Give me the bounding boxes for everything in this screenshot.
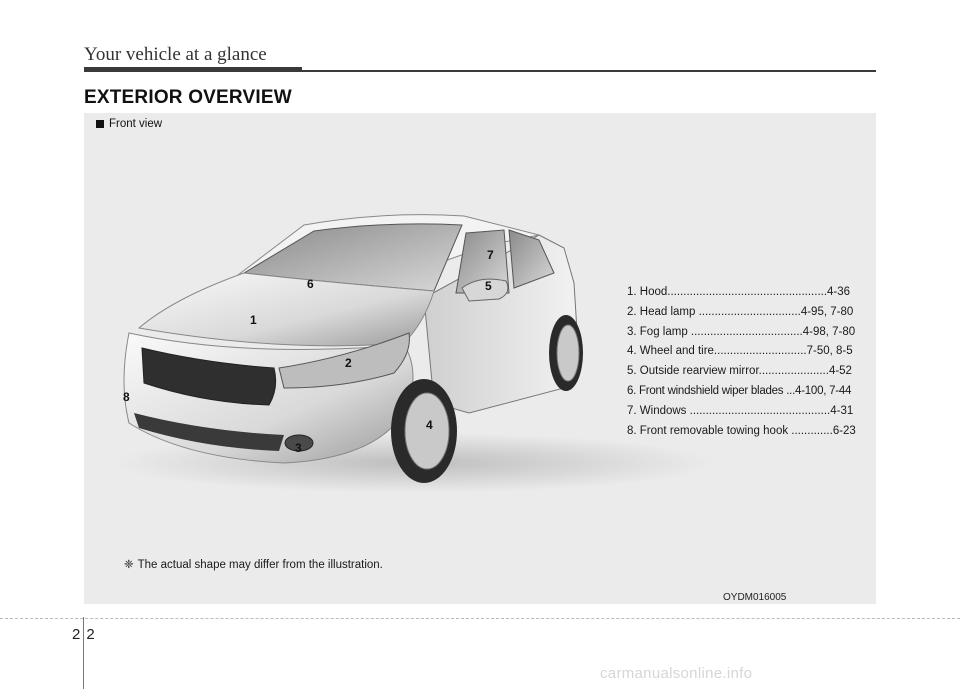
car-rear-rim xyxy=(557,325,579,381)
legend-item: 4. Wheel and tire.............................7-50, 8-5 xyxy=(627,345,853,358)
callout-label: 6 xyxy=(307,277,314,291)
callout-label: 1 xyxy=(250,313,257,327)
footer-hrule xyxy=(0,618,960,619)
section-title: EXTERIOR OVERVIEW xyxy=(84,87,292,108)
callout-label: 7 xyxy=(487,248,494,262)
watermark: carmanualsonline.info xyxy=(600,665,753,682)
legend-item: 3. Fog lamp ...................................4-98, 7-80 xyxy=(627,325,856,338)
legend-item: 2. Head lamp ................................4-95, 7-80 xyxy=(627,305,854,318)
callout-label: 8 xyxy=(123,390,130,404)
legend-item: 6. Front windshield wiper blades ...4-100, 7-44 xyxy=(627,384,852,397)
legend-item: 5. Outside rearview mirror......................4-52 xyxy=(627,365,852,378)
disclaimer xyxy=(124,557,383,571)
callout-label: 2 xyxy=(345,356,352,370)
front-view-label-text: Front view xyxy=(109,118,163,130)
disclaimer-text: The actual shape may differ from the illustration. xyxy=(137,559,383,571)
header-title: Your vehicle at a glance xyxy=(84,44,267,65)
image-code: OYDM016005 xyxy=(723,592,787,603)
legend-item: 7. Windows ............................................4-31 xyxy=(627,404,854,417)
header-rule-thin xyxy=(84,70,876,72)
callout-label: 4 xyxy=(426,418,433,432)
callout-label: 5 xyxy=(485,279,492,293)
legend-item: 1. Hood..................................................4-36 xyxy=(627,286,851,298)
page-number: 22 xyxy=(72,626,101,643)
illustration-panel xyxy=(84,113,876,604)
legend-item: 8. Front removable towing hook .............6-23 xyxy=(627,424,856,437)
disclaimer-mark-icon: ❈ xyxy=(124,559,134,571)
parts-legend xyxy=(627,283,880,441)
callout-label: 3 xyxy=(295,441,302,455)
